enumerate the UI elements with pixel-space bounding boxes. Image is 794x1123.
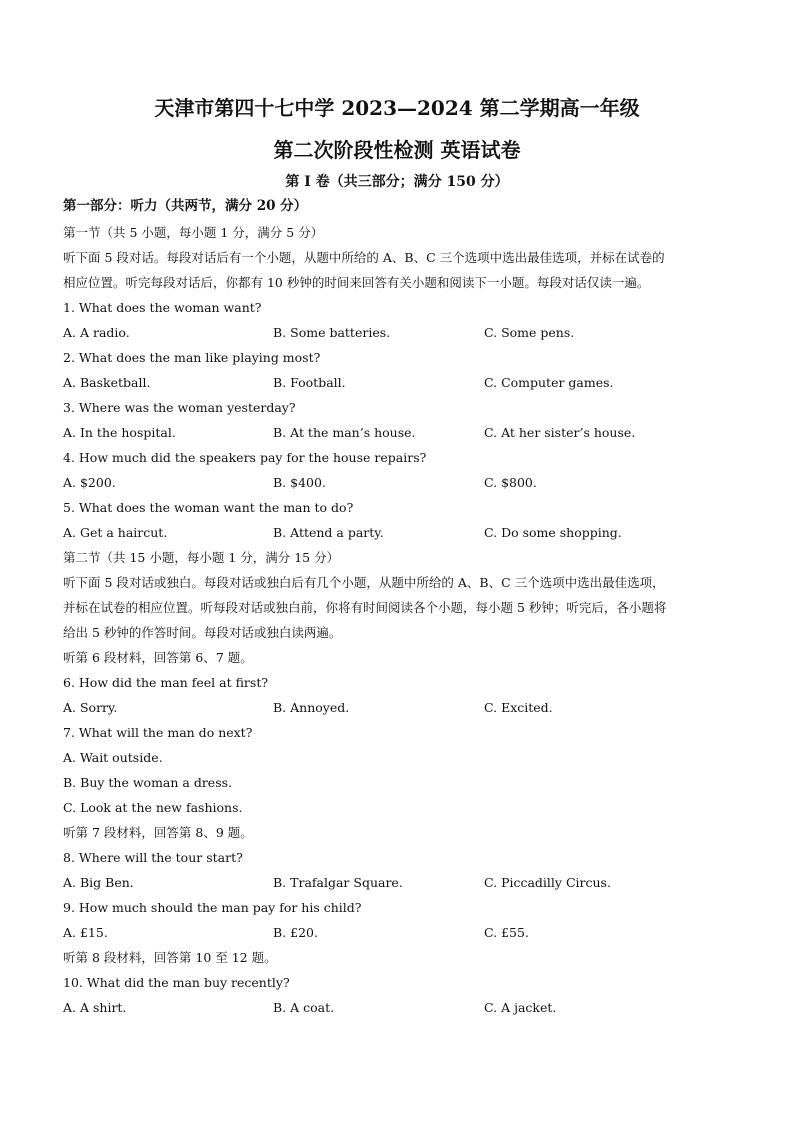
material-8-note: 听第 8 段材料，回答第 10 至 12 题。 <box>63 950 277 965</box>
material-7-note: 听第 7 段材料，回答第 8、9 题。 <box>63 825 253 840</box>
question-2-stem: 2. What does the man like playing most? <box>63 350 321 365</box>
question-2-option-a: A. Basketball. <box>63 375 151 390</box>
exam-title-line2: 第二次阶段性检测 英语试卷 <box>273 138 521 162</box>
question-4-option-c: C. $800. <box>484 475 537 490</box>
question-10-option-a: A. A shirt. <box>63 1000 127 1015</box>
question-7-stem: 7. What will the man do next? <box>63 725 253 740</box>
question-8-option-a: A. Big Ben. <box>63 875 134 890</box>
question-4-stem: 4. How much did the speakers pay for the house repairs? <box>63 450 427 465</box>
section1-heading: 第一节（共 5 小题，每小题 1 分，满分 5 分） <box>63 225 324 240</box>
question-5-stem: 5. What does the woman want the man to do? <box>63 500 354 515</box>
question-6-option-c: C. Excited. <box>484 700 553 715</box>
section2-instructions-2: 并标在试卷的相应位置。听每段对话或独白前，你将有时间阅读各个小题，每小题 5 秒钟；听完后，各小题将 <box>63 600 667 615</box>
part1-heading: 第一部分：听力（共两节，满分 20 分） <box>63 198 308 214</box>
question-7-option-a: A. Wait outside. <box>63 750 163 765</box>
question-6-stem: 6. How did the man feel at first? <box>63 675 269 690</box>
section2-instructions-1: 听下面 5 段对话或独白。每段对话或独白后有几个小题，从题中所给的 A、B、C 三个选项中选出最佳选项， <box>63 575 665 590</box>
question-3-option-a: A. In the hospital. <box>63 425 176 440</box>
question-1-option-c: C. Some pens. <box>484 325 575 340</box>
question-9-option-b: B. £20. <box>273 925 318 940</box>
section2-instructions-3: 给出 5 秒钟的作答时间。每段对话或独白读两遍。 <box>63 625 342 640</box>
question-6-option-a: A. Sorry. <box>63 700 118 715</box>
question-3-stem: 3. Where was the woman yesterday? <box>63 400 296 415</box>
question-7-option-c: C. Look at the new fashions. <box>63 800 243 815</box>
question-1-stem: 1. What does the woman want? <box>63 300 262 315</box>
question-9-option-c: C. £55. <box>484 925 529 940</box>
question-2-option-c: C. Computer games. <box>484 375 614 390</box>
volume-heading: 第 I 卷（共三部分；满分 150 分） <box>285 174 509 190</box>
question-9-stem: 9. How much should the man pay for his child? <box>63 900 362 915</box>
exam-title-line1: 天津市第四十七中学 2023—2024 第二学期高一年级 <box>154 96 640 120</box>
question-5-option-b: B. Attend a party. <box>273 525 384 540</box>
question-1-option-b: B. Some batteries. <box>273 325 391 340</box>
question-7-option-b: B. Buy the woman a dress. <box>63 775 233 790</box>
question-2-option-b: B. Football. <box>273 375 346 390</box>
section1-instructions-2: 相应位置。听完每段对话后，你都有 10 秒钟的时间来回答有关小题和阅读下一小题。每段对话仅读一遍。 <box>63 275 650 290</box>
question-8-option-b: B. Trafalgar Square. <box>273 875 403 890</box>
question-5-option-c: C. Do some shopping. <box>484 525 622 540</box>
question-8-stem: 8. Where will the tour start? <box>63 850 243 865</box>
question-4-option-a: A. $200. <box>63 475 116 490</box>
question-8-option-c: C. Piccadilly Circus. <box>484 875 611 890</box>
question-9-option-a: A. £15. <box>63 925 108 940</box>
question-6-option-b: B. Annoyed. <box>273 700 350 715</box>
question-3-option-b: B. At the man’s house. <box>273 425 416 440</box>
question-10-stem: 10. What did the man buy recently? <box>63 975 290 990</box>
question-1-option-a: A. A radio. <box>63 325 130 340</box>
material-6-note: 听第 6 段材料，回答第 6、7 题。 <box>63 650 253 665</box>
section1-instructions-1: 听下面 5 段对话。每段对话后有一个小题，从题中所给的 A、B、C 三个选项中选出最佳选项，并标在试卷的 <box>63 250 665 265</box>
question-3-option-c: C. At her sister’s house. <box>484 425 636 440</box>
question-4-option-b: B. $400. <box>273 475 326 490</box>
section2-heading: 第二节（共 15 小题，每小题 1 分，满分 15 分） <box>63 550 340 565</box>
question-10-option-c: C. A jacket. <box>484 1000 557 1015</box>
question-10-option-b: B. A coat. <box>273 1000 335 1015</box>
question-5-option-a: A. Get a haircut. <box>63 525 168 540</box>
